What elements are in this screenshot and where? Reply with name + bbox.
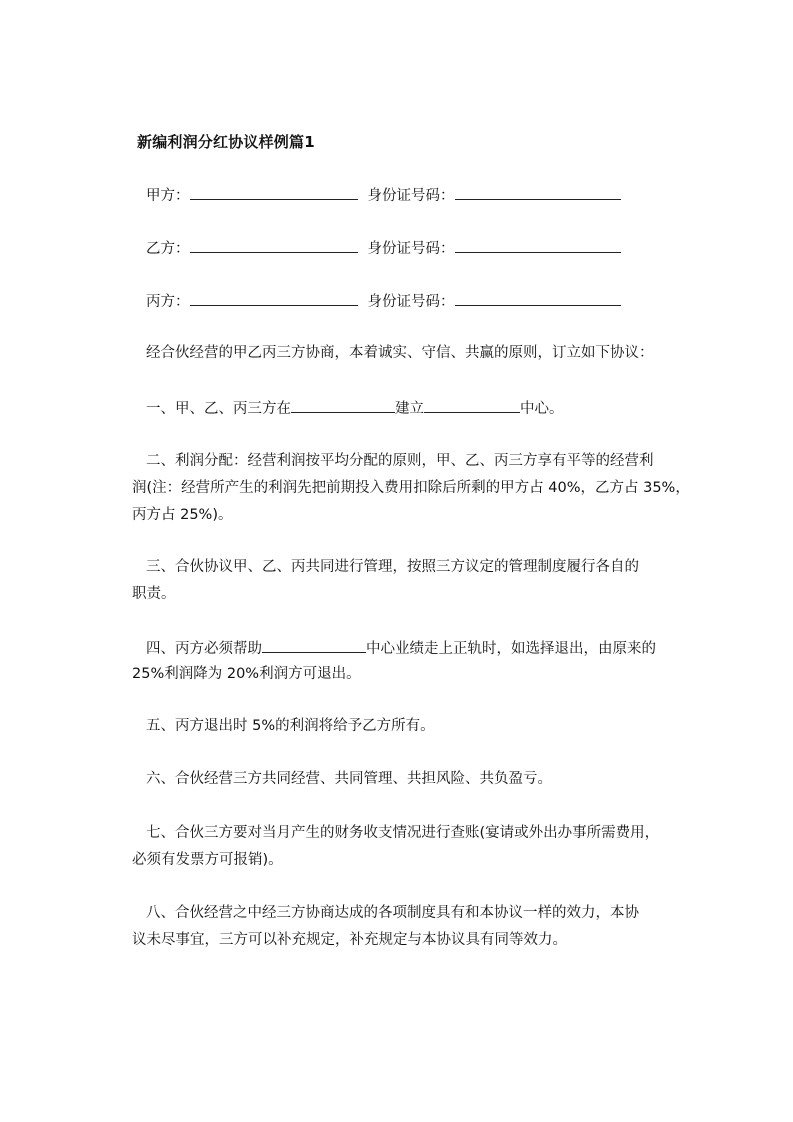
- clause-8-line-2: 议未尽事宜，三方可以补充规定，补充规定与本协议具有同等效力。: [132, 932, 567, 948]
- party-c-label: 丙方：: [146, 294, 190, 310]
- clause-2-line-1: 二、利润分配：经营利润按平均分配的原则，甲、乙、丙三方享有平等的经营利: [146, 453, 654, 469]
- intro-paragraph: 经合伙经营的甲乙丙三方协商，本着诚实、守信、共赢的原则，订立如下协议：: [146, 345, 654, 361]
- clause-1-center-blank[interactable]: [424, 397, 520, 413]
- party-a-name-blank[interactable]: [190, 184, 358, 200]
- clause-4-center-blank[interactable]: [262, 637, 366, 653]
- party-b-line: [146, 237, 621, 259]
- clause-8-line-1: 八、合伙经营之中经三方协商达成的各项制度具有和本协议一样的效力，本协: [146, 905, 639, 921]
- clause-3-line-1: 三、合伙协议甲、乙、丙共同进行管理，按照三方议定的管理制度履行各自的: [146, 559, 639, 575]
- clause-4-line-2: 25%利润降为 20%利润方可退出。: [132, 666, 361, 682]
- document-title: 新编利润分红协议样例篇1: [137, 133, 315, 151]
- clause-1: [146, 397, 564, 419]
- clause-4-line-1: [146, 637, 656, 659]
- clause-2-line-3: 丙方占 25%)。: [132, 507, 233, 523]
- clause-1-suffix: 中心。: [520, 401, 564, 417]
- party-b-label: 乙方：: [146, 241, 190, 257]
- party-b-name-blank[interactable]: [190, 237, 358, 253]
- clause-4-suffix: 中心业绩走上正轨时，如选择退出，由原来的: [366, 641, 656, 657]
- party-c-line: [146, 290, 621, 312]
- clause-3-line-2: 职责。: [132, 586, 176, 602]
- clause-7-line-2: 必须有发票方可报销)。: [132, 852, 283, 868]
- clause-1-location-blank[interactable]: [291, 397, 395, 413]
- clause-2-line-2: 润(注：经营所产生的利润先把前期投入费用扣除后所剩的甲方占 40%，乙方占 35%，: [132, 480, 690, 496]
- party-a-id-label: 身份证号码：: [367, 188, 455, 204]
- party-c-id-blank[interactable]: [455, 290, 621, 306]
- clause-6: 六、合伙经营三方共同经营、共同管理、共担风险、共负盈亏。: [146, 771, 552, 787]
- clause-4-prefix: 四、丙方必须帮助: [146, 641, 262, 657]
- party-c-id-label: 身份证号码：: [367, 294, 455, 310]
- clause-5: 五、丙方退出时 5%的利润将给予乙方所有。: [146, 718, 435, 734]
- clause-1-middle: 建立: [395, 401, 424, 417]
- clause-7-line-1: 七、合伙三方要对当月产生的财务收支情况进行查账(宴请或外出办事所需费用，: [146, 825, 660, 841]
- party-b-id-blank[interactable]: [455, 237, 621, 253]
- clause-1-prefix: 一、甲、乙、丙三方在: [146, 401, 291, 417]
- party-c-name-blank[interactable]: [190, 290, 358, 306]
- party-a-id-blank[interactable]: [455, 184, 621, 200]
- party-b-id-label: 身份证号码：: [367, 241, 455, 257]
- party-a-label: 甲方：: [146, 188, 190, 204]
- party-a-line: [146, 184, 621, 206]
